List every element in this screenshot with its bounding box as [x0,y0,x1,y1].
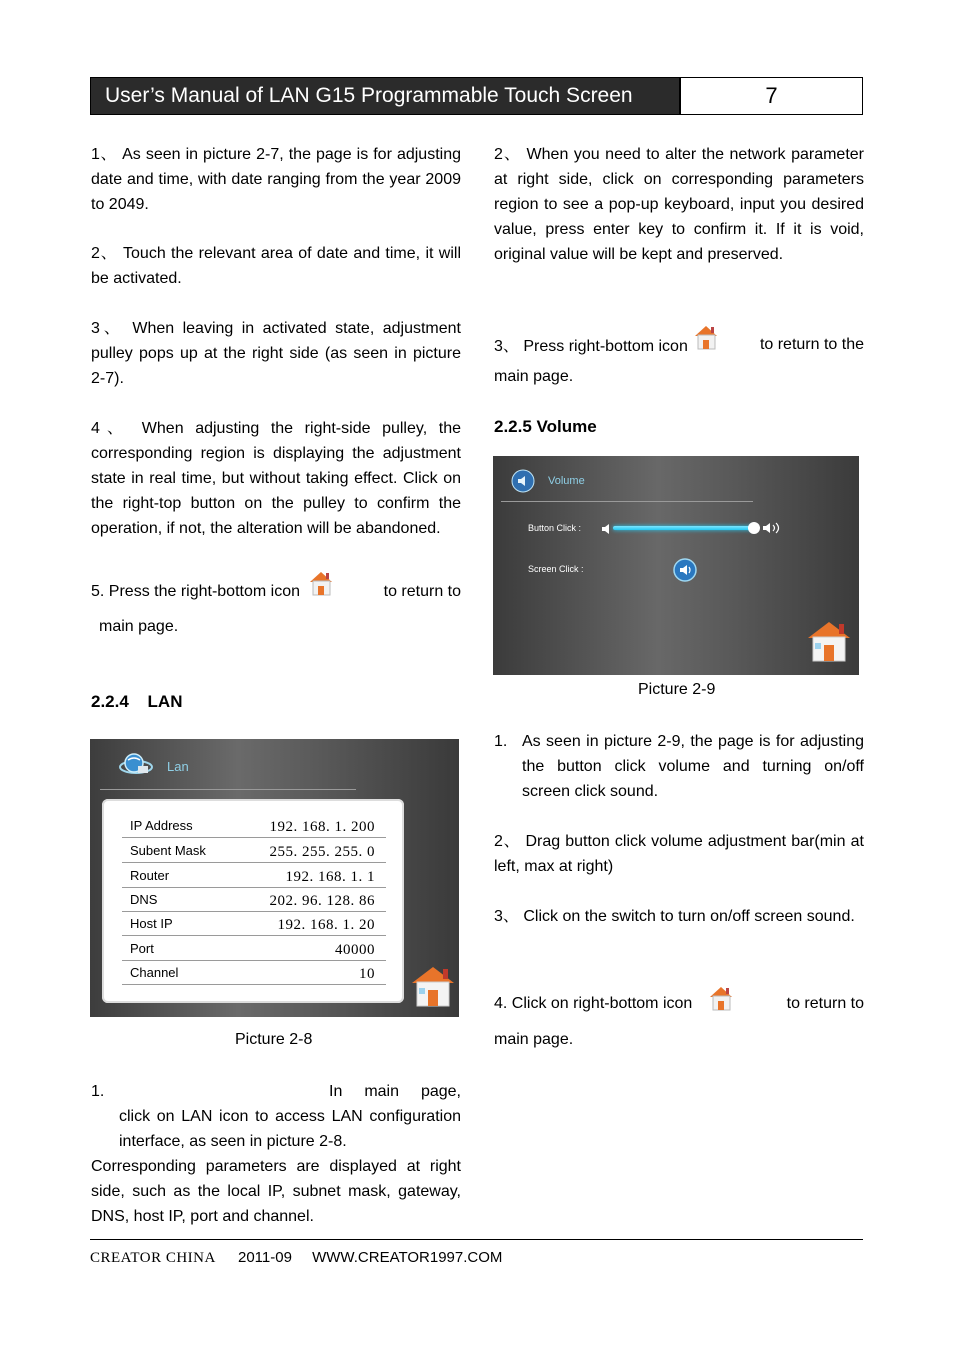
lan-row-ip-address[interactable] [122,813,386,838]
lan-row-router[interactable] [122,863,386,888]
volume-caption: Picture 2-9 [638,681,716,698]
button-click-label: Button Click : [528,523,582,533]
home-icon [691,323,721,351]
footer-url: WWW.CREATOR1997.COM [312,1249,503,1266]
lan-row-label: Router [130,868,170,883]
volume-title: Volume [548,475,585,487]
right-paragraph-3-number: 1. [494,733,508,750]
heading-volume: 2.2.5 Volume [494,417,597,436]
lan-row-value: 192. 168. 1. 200 [269,819,375,835]
home-icon[interactable] [806,618,852,669]
lan-row-label: IP Address [130,818,193,833]
left-paragraph-3: 3、 When leaving in activated state, adjustment pulley pops up at the right side (as seen in picture 2-7). [91,320,461,387]
volume-slider-fill [613,526,754,530]
screen-click-toggle[interactable] [672,557,698,588]
home-icon [306,569,336,597]
lan-row-value: 192. 168. 1. 20 [277,917,375,933]
lan-parameter-panel [102,799,404,1003]
lan-title: Lan [167,759,189,774]
lan-row-value: 10 [359,966,375,982]
right-paragraph-2-cont: main page. [494,368,574,385]
right-paragraph-1: 2、 When you need to alter the network parameter at right side, click on corresponding parameters region to see a pop-up keyboard, input you desired value, press enter key to confirm it. If it is void, original value will be kept and preserved. [494,146,864,263]
screen-click-label: Screen Click : [528,564,584,574]
left-paragraph-6-start: In main page, [329,1083,461,1100]
footer [90,1249,502,1267]
lan-screenshot [90,739,459,1017]
button-click-volume-slider[interactable] [613,526,758,530]
left-paragraph-5-end: to return to [383,583,461,600]
home-icon[interactable] [410,963,456,1014]
lan-row-label: DNS [130,892,158,907]
right-paragraph-6-start: 4. Click on right-bottom icon [494,995,693,1012]
right-paragraph-6-cont: main page. [494,1031,574,1048]
lan-row-value: 40000 [335,942,375,958]
home-icon [706,984,736,1012]
lan-row-dns[interactable] [122,887,386,912]
footer-date: 2011-09 [238,1249,292,1266]
lan-divider [100,789,356,790]
page-number: 7 [680,77,863,115]
right-paragraph-2-start: 3、 Press right-bottom icon [494,338,688,355]
lan-row-label: Subent Mask [130,843,206,858]
footer-divider [90,1239,863,1240]
lan-row-label: Host IP [130,916,173,931]
left-paragraph-5-cont: main page. [99,618,179,635]
right-paragraph-3: As seen in picture 2-9, the page is for adjusting the button click volume and turning on/off screen click sound. [522,733,864,800]
footer-brand: CREATOR CHINA [90,1250,216,1266]
left-paragraph-6-line1 [91,1079,461,1104]
speaker-icon [511,469,535,498]
left-paragraph-6-number: 1. [91,1083,105,1100]
left-paragraph-2: 2、 Touch the relevant area of date and time, it will be activated. [91,245,461,287]
header-title: User’s Manual of LAN G15 Programmable Touch Screen [90,77,680,115]
lan-row-subnet-mask[interactable] [122,838,386,863]
lan-row-port[interactable] [122,936,386,961]
lan-row-label: Channel [130,965,179,980]
right-paragraph-2 [494,333,864,356]
right-paragraph-4: 2、 Drag button click volume adjustment bar(min at left, max at right) [494,833,864,875]
volume-divider [501,501,753,502]
right-paragraph-6 [494,995,864,1013]
volume-min-icon [602,522,612,540]
left-paragraph-4: 4、 When adjusting the right-side pulley, the corresponding region is displaying the adjustment state in real time, but without taking effect. Click on the right-top button on the pulley to confirm the operation, if not, the alteration will be abandoned. [91,420,461,537]
right-paragraph-2-end: to return to the [759,335,864,353]
volume-screenshot [493,456,859,675]
lan-globe-icon [118,752,154,783]
lan-row-value: 255. 255. 255. 0 [269,844,375,860]
heading-lan: 2.2.4 LAN [91,692,183,711]
left-paragraph-5-start: 5. Press the right-bottom icon [91,583,300,600]
left-paragraph-5 [91,583,461,601]
lan-caption: Picture 2-8 [235,1031,313,1048]
lan-row-label: Port [130,941,154,956]
volume-slider-knob[interactable] [748,522,760,534]
right-paragraph-5: 3、 Click on the switch to turn on/off screen sound. [494,908,855,925]
lan-row-value: 192. 168. 1. 1 [285,869,375,885]
volume-max-icon [763,521,781,540]
right-paragraph-6-end: to return to [786,995,864,1012]
left-paragraph-7: Corresponding parameters are displayed at right side, such as the local IP, subnet mask, gateway, DNS, host IP, port and channel. [91,1158,461,1225]
lan-row-host-ip[interactable] [122,911,386,936]
lan-row-value: 202. 96. 128. 86 [269,893,375,909]
lan-row-channel[interactable] [122,960,386,985]
left-paragraph-1: 1、 As seen in picture 2-7, the page is for adjusting date and time, with date ranging from the year 2009 to 2049. [91,146,461,213]
left-paragraph-6-body: click on LAN icon to access LAN configuration interface, as seen in picture 2-8. [119,1108,461,1150]
